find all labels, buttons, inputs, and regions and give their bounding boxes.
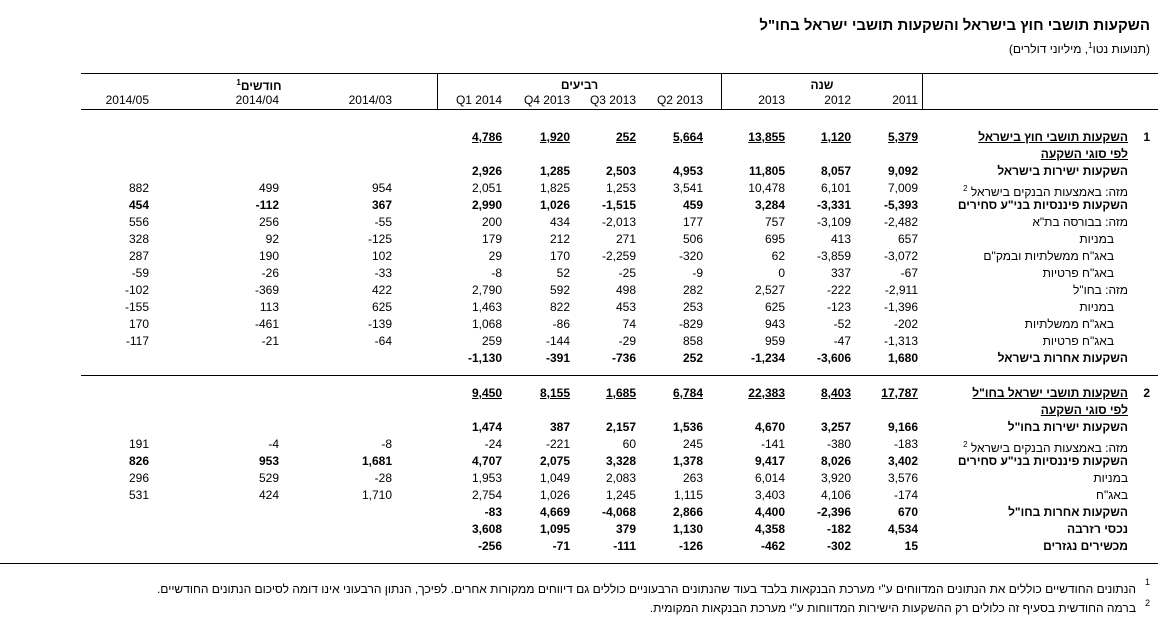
- table-cell: 74: [622, 317, 636, 331]
- table-cell: 556: [128, 215, 149, 229]
- table-cell: 3,608: [471, 522, 502, 536]
- table-cell: -117: [125, 334, 149, 348]
- table-cell: -5,393: [883, 198, 918, 212]
- table-cell: 113: [259, 300, 279, 314]
- section-number: 1: [1143, 130, 1150, 144]
- table-cell: 1,378: [672, 454, 703, 468]
- table-top-border: [81, 73, 1158, 74]
- table-cell: -155: [124, 300, 149, 314]
- table-cell: 259: [481, 334, 502, 348]
- table-cell: -141: [760, 437, 785, 451]
- table-cell: 337: [830, 266, 851, 280]
- table-cell: -139: [367, 317, 392, 331]
- table-cell: -2,911: [884, 283, 918, 297]
- table-cell: -33: [374, 266, 392, 280]
- table-cell: -25: [618, 266, 636, 280]
- table-cell: 387: [549, 420, 570, 434]
- row-label: באג"ח: [1096, 488, 1128, 502]
- column-header: 2014/03: [348, 93, 392, 107]
- table-cell: -736: [611, 351, 636, 365]
- table-cell: -47: [833, 334, 851, 348]
- footnote-text: הנתונים החודשיים כוללים את הנתונים המדווחים ע"י מערכת הבנקאות בלבד בעוד שהנתונים הרבעוניים כוללים גם דיווחים ממקורות אחרים. לפיכך, הנתון הרבעוני אינו דומה לסיכום הנתונים החודשיים.: [156, 582, 1136, 596]
- table-cell: 499: [258, 181, 279, 195]
- table-cell: 212: [549, 232, 570, 246]
- table-cell: 6,101: [820, 181, 851, 195]
- table-cell: -28: [374, 471, 392, 485]
- table-cell: 271: [615, 232, 636, 246]
- table-cell: -1,313: [883, 334, 918, 348]
- table-cell: 1,463: [471, 300, 502, 314]
- table-cell: 592: [549, 283, 570, 297]
- table-row: [0, 146, 1158, 163]
- table-cell: -3,859: [816, 249, 851, 263]
- table-cell: 4,670: [754, 420, 785, 434]
- table-cell: -8: [491, 266, 502, 280]
- table-cell: -4,068: [601, 505, 636, 519]
- table-cell: -369: [254, 283, 279, 297]
- table-cell: -2,396: [816, 505, 851, 519]
- row-label: באג"ח פרטיות: [1042, 266, 1114, 280]
- row-label: במניות: [1079, 300, 1114, 314]
- table-cell: 4,786: [471, 130, 502, 144]
- column-header: Q4 2013: [523, 93, 570, 107]
- table-cell: 822: [549, 300, 570, 314]
- table-cell: 8,155: [539, 386, 570, 400]
- table-cell: 2,790: [471, 283, 502, 297]
- table-cell: 252: [682, 351, 703, 365]
- row-label: במניות: [1079, 232, 1114, 246]
- table-row: [0, 504, 1158, 521]
- table-cell: 3,403: [754, 488, 785, 502]
- table-cell: 625: [764, 300, 785, 314]
- group-header-months: חודשים$^1$: [236, 78, 282, 93]
- table-cell: 2,503: [605, 164, 636, 178]
- table-cell: 2,866: [672, 505, 703, 519]
- table-cell: 29: [488, 249, 502, 263]
- table-cell: 253: [682, 300, 703, 314]
- table-cell: -4: [268, 437, 279, 451]
- footnote-text: ברמה החודשית בסעיף זה כלולים רק ההשקעות הישירות המדווחות ע"י מערכת הבנקאות המקומית.: [649, 601, 1136, 615]
- table-cell: 22,383: [748, 386, 785, 400]
- table-cell: 2,527: [754, 283, 785, 297]
- table-cell: 8,403: [820, 386, 851, 400]
- table-cell: 695: [764, 232, 785, 246]
- table-cell: 2,083: [605, 471, 636, 485]
- table-cell: 8,026: [820, 454, 851, 468]
- table-cell: 4,707: [471, 454, 502, 468]
- table-cell: -55: [374, 215, 392, 229]
- table-cell: -71: [552, 539, 570, 553]
- column-header: 2012: [824, 93, 851, 107]
- table-cell: 179: [481, 232, 502, 246]
- table-row: [0, 180, 1158, 197]
- table-cell: 953: [258, 454, 279, 468]
- table-cell: 459: [682, 198, 703, 212]
- table-cell: 954: [371, 181, 392, 195]
- table-cell: 191: [128, 437, 149, 451]
- row-label: נכסי רזרבה: [1066, 522, 1128, 536]
- table-cell: -24: [484, 437, 502, 451]
- table-cell: 1,825: [539, 181, 570, 195]
- page-title: השקעות תושבי חוץ בישראל והשקעות תושבי ישראל בחו"ל: [759, 17, 1150, 34]
- table-cell: 1,285: [539, 164, 570, 178]
- table-cell: -3,331: [816, 198, 851, 212]
- row-label: השקעות אחרות בישראל: [997, 351, 1128, 365]
- table-cell: 6,014: [754, 471, 785, 485]
- table-cell: -112: [255, 198, 279, 212]
- row-label: השקעות ישירות בחו"ל: [1007, 420, 1128, 434]
- table-cell: -83: [484, 505, 502, 519]
- table-cell: 102: [371, 249, 392, 263]
- table-cell: -461: [254, 317, 279, 331]
- table-cell: -380: [826, 437, 851, 451]
- table-cell: 15: [904, 539, 918, 553]
- table-cell: 882: [128, 181, 149, 195]
- table-cell: 1,680: [887, 351, 918, 365]
- table-cell: 4,534: [887, 522, 918, 536]
- table-cell: -102: [124, 283, 149, 297]
- table-cell: -64: [374, 334, 392, 348]
- footnote-mark: 1: [1144, 577, 1150, 587]
- table-cell: 328: [128, 232, 149, 246]
- table-cell: 287: [128, 249, 149, 263]
- row-label: באג"ח ממשלתיות ובמק"ם: [983, 249, 1114, 263]
- table-cell: 1,710: [361, 488, 392, 502]
- table-cell: 6,784: [672, 386, 703, 400]
- table-cell: 1,026: [539, 488, 570, 502]
- table-cell: 1,685: [605, 386, 636, 400]
- table-cell: 2,990: [471, 198, 502, 212]
- row-label: מזה: באמצעות הבנקים בישראל $^2$: [963, 184, 1128, 199]
- table-row: [0, 129, 1158, 146]
- table-cell: 11,805: [748, 164, 785, 178]
- row-label: לפי סוגי השקעה: [1040, 147, 1128, 161]
- table-cell: 3,541: [672, 181, 703, 195]
- table-cell: 531: [128, 488, 149, 502]
- table-row: [0, 521, 1158, 538]
- column-header: 2013: [758, 93, 785, 107]
- table-cell: -202: [893, 317, 918, 331]
- table-cell: 4,358: [754, 522, 785, 536]
- footnote-mark: 2: [1144, 598, 1150, 608]
- column-header: 2011: [892, 93, 918, 107]
- table-cell: 282: [682, 283, 703, 297]
- table-row: [0, 231, 1158, 248]
- table-row: [0, 385, 1158, 402]
- table-cell: 1,953: [471, 471, 502, 485]
- table-cell: 1,474: [471, 420, 502, 434]
- table-cell: 17,787: [881, 386, 918, 400]
- table-cell: -183: [893, 437, 918, 451]
- table-cell: 657: [897, 232, 918, 246]
- table-cell: 4,669: [539, 505, 570, 519]
- table-cell: 625: [371, 300, 392, 314]
- table-cell: -86: [552, 317, 570, 331]
- table-cell: -26: [261, 266, 279, 280]
- row-label: השקעות אחרות בחו"ל: [1008, 505, 1128, 519]
- table-cell: 1,130: [672, 522, 703, 536]
- table-cell: 1,068: [471, 317, 502, 331]
- column-header: Q2 2013: [656, 93, 703, 107]
- table-cell: -182: [826, 522, 851, 536]
- table-cell: 506: [682, 232, 703, 246]
- table-cell: 8,057: [820, 164, 851, 178]
- table-cell: -144: [545, 334, 570, 348]
- table-cell: 424: [258, 488, 279, 502]
- table-cell: -256: [477, 539, 502, 553]
- row-label: השקעות פיננסיות בני"ע סחירים: [957, 198, 1128, 212]
- table-cell: 170: [128, 317, 149, 331]
- table-cell: 529: [258, 471, 279, 485]
- table-cell: 453: [615, 300, 636, 314]
- table-cell: 9,166: [887, 420, 918, 434]
- table-cell: 454: [128, 198, 149, 212]
- row-label: השקעות תושבי חוץ בישראל: [978, 130, 1128, 144]
- table-cell: -111: [613, 539, 636, 553]
- table-cell: 2,754: [471, 488, 502, 502]
- table-cell: 263: [682, 471, 703, 485]
- table-cell: -1,396: [883, 300, 918, 314]
- table-cell: 943: [764, 317, 785, 331]
- table-cell: 200: [481, 215, 502, 229]
- table-row: [0, 487, 1158, 504]
- group-header-year: שנה: [810, 78, 834, 92]
- table-cell: 422: [371, 283, 392, 297]
- table-row: [0, 214, 1158, 231]
- table-cell: -125: [367, 232, 392, 246]
- table-cell: 1,115: [673, 488, 703, 502]
- table-cell: 1,245: [605, 488, 636, 502]
- table-cell: -8: [381, 437, 392, 451]
- table-cell: 3,920: [820, 471, 851, 485]
- table-bottom-border: [0, 563, 1158, 564]
- table-cell: 170: [549, 249, 570, 263]
- column-header: Q1 2014: [455, 93, 502, 107]
- table-cell: -302: [826, 539, 851, 553]
- table-cell: 498: [615, 283, 636, 297]
- row-label: מכשירים נגזרים: [1043, 539, 1128, 553]
- row-label: באג"ח פרטיות: [1042, 334, 1114, 348]
- table-cell: -9: [692, 266, 703, 280]
- table-cell: -3,109: [816, 215, 851, 229]
- table-row: [0, 350, 1158, 367]
- table-cell: 2,157: [605, 420, 636, 434]
- table-row: [0, 316, 1158, 333]
- table-cell: 379: [615, 522, 636, 536]
- table-cell: 3,402: [887, 454, 918, 468]
- table-row: [0, 538, 1158, 555]
- table-cell: 5,664: [672, 130, 703, 144]
- table-cell: 13,855: [748, 130, 785, 144]
- group-header-quarters: רביעים: [560, 78, 599, 92]
- table-cell: -1,130: [467, 351, 502, 365]
- table-cell: 10,478: [748, 181, 785, 195]
- table-row: [0, 402, 1158, 419]
- row-label: במניות: [1093, 471, 1128, 485]
- table-cell: -1,234: [750, 351, 785, 365]
- table-row: [0, 333, 1158, 350]
- table-cell: 1,536: [672, 420, 703, 434]
- table-cell: 1,095: [539, 522, 570, 536]
- table-cell: 3,328: [605, 454, 636, 468]
- row-label: השקעות ישירות בישראל: [997, 164, 1128, 178]
- table-cell: -829: [678, 317, 703, 331]
- group-divider: [922, 73, 923, 109]
- table-cell: -3,072: [883, 249, 918, 263]
- table-row: [0, 453, 1158, 470]
- table-cell: -52: [833, 317, 851, 331]
- table-cell: 4,953: [672, 164, 703, 178]
- table-row: [0, 282, 1158, 299]
- table-cell: 434: [549, 215, 570, 229]
- table-row: [0, 419, 1158, 436]
- page-subtitle: (תנועות נטו$^1$, מיליוני דולרים): [1008, 41, 1150, 56]
- table-cell: 190: [258, 249, 279, 263]
- table-cell: 296: [128, 471, 149, 485]
- table-cell: 0: [778, 266, 785, 280]
- table-cell: -2,259: [601, 249, 636, 263]
- table-cell: 1,049: [539, 471, 570, 485]
- table-cell: 367: [371, 198, 392, 212]
- table-cell: -67: [900, 266, 918, 280]
- row-label: מזה: בחו"ל: [1073, 283, 1128, 297]
- table-cell: 3,576: [887, 471, 918, 485]
- table-row: [0, 197, 1158, 214]
- table-cell: -1,515: [601, 198, 636, 212]
- row-label: מזה: באמצעות הבנקים בישראל $^2$: [963, 440, 1128, 455]
- table-cell: 62: [771, 249, 785, 263]
- row-label: לפי סוגי השקעה: [1040, 403, 1128, 417]
- table-cell: 9,092: [887, 164, 918, 178]
- table-cell: -21: [261, 334, 279, 348]
- column-header: Q3 2013: [589, 93, 636, 107]
- table-cell: -123: [826, 300, 851, 314]
- table-cell: 1,920: [539, 130, 570, 144]
- table-row: [0, 299, 1158, 316]
- table-cell: 177: [682, 215, 703, 229]
- table-cell: 2,051: [471, 181, 502, 195]
- row-label: מזה: בבורסה בת"א: [1032, 215, 1128, 229]
- table-cell: 3,284: [754, 198, 785, 212]
- table-cell: -2,482: [883, 215, 918, 229]
- header-bottom-border: [81, 109, 1158, 110]
- table-cell: 1,253: [605, 181, 636, 195]
- table-cell: 9,417: [754, 454, 785, 468]
- table-cell: 92: [265, 232, 279, 246]
- column-header: 2014/05: [105, 93, 149, 107]
- table-row: [0, 248, 1158, 265]
- table-cell: 7,009: [887, 181, 918, 195]
- table-cell: -126: [678, 539, 703, 553]
- table-cell: 858: [682, 334, 703, 348]
- table-cell: -2,013: [601, 215, 636, 229]
- table-cell: 1,120: [820, 130, 851, 144]
- table-cell: 4,400: [754, 505, 785, 519]
- table-cell: 2,075: [539, 454, 570, 468]
- table-cell: 252: [615, 130, 636, 144]
- table-cell: -3,606: [816, 351, 851, 365]
- table-cell: -174: [893, 488, 918, 502]
- table-row: [0, 436, 1158, 453]
- table-cell: 256: [258, 215, 279, 229]
- table-cell: -29: [618, 334, 636, 348]
- section-separator: [81, 375, 1158, 376]
- row-label: באג"ח ממשלתיות: [1024, 317, 1114, 331]
- table-cell: 757: [764, 215, 785, 229]
- table-cell: -462: [760, 539, 785, 553]
- row-label: השקעות תושבי ישראל בחו"ל: [972, 386, 1128, 400]
- table-cell: 245: [682, 437, 703, 451]
- table-cell: -221: [545, 437, 570, 451]
- table-cell: 670: [897, 505, 918, 519]
- table-cell: 4,106: [820, 488, 851, 502]
- table-cell: 959: [764, 334, 785, 348]
- table-cell: 826: [128, 454, 149, 468]
- table-cell: 413: [830, 232, 851, 246]
- table-cell: 1,681: [361, 454, 392, 468]
- table-cell: -391: [545, 351, 570, 365]
- table-row: [0, 265, 1158, 282]
- table-cell: -59: [131, 266, 149, 280]
- column-header: 2014/04: [235, 93, 279, 107]
- table-cell: -222: [826, 283, 851, 297]
- table-cell: 2,926: [471, 164, 502, 178]
- table-cell: 5,379: [887, 130, 918, 144]
- table-cell: -320: [678, 249, 703, 263]
- table-cell: 3,257: [820, 420, 851, 434]
- table-row: [0, 470, 1158, 487]
- section-number: 2: [1143, 386, 1150, 400]
- table-cell: 1,026: [539, 198, 570, 212]
- table-cell: 60: [622, 437, 636, 451]
- row-label: השקעות פיננסיות בני"ע סחירים: [957, 454, 1128, 468]
- table-cell: 52: [556, 266, 570, 280]
- table-row: [0, 163, 1158, 180]
- table-cell: 9,450: [471, 386, 502, 400]
